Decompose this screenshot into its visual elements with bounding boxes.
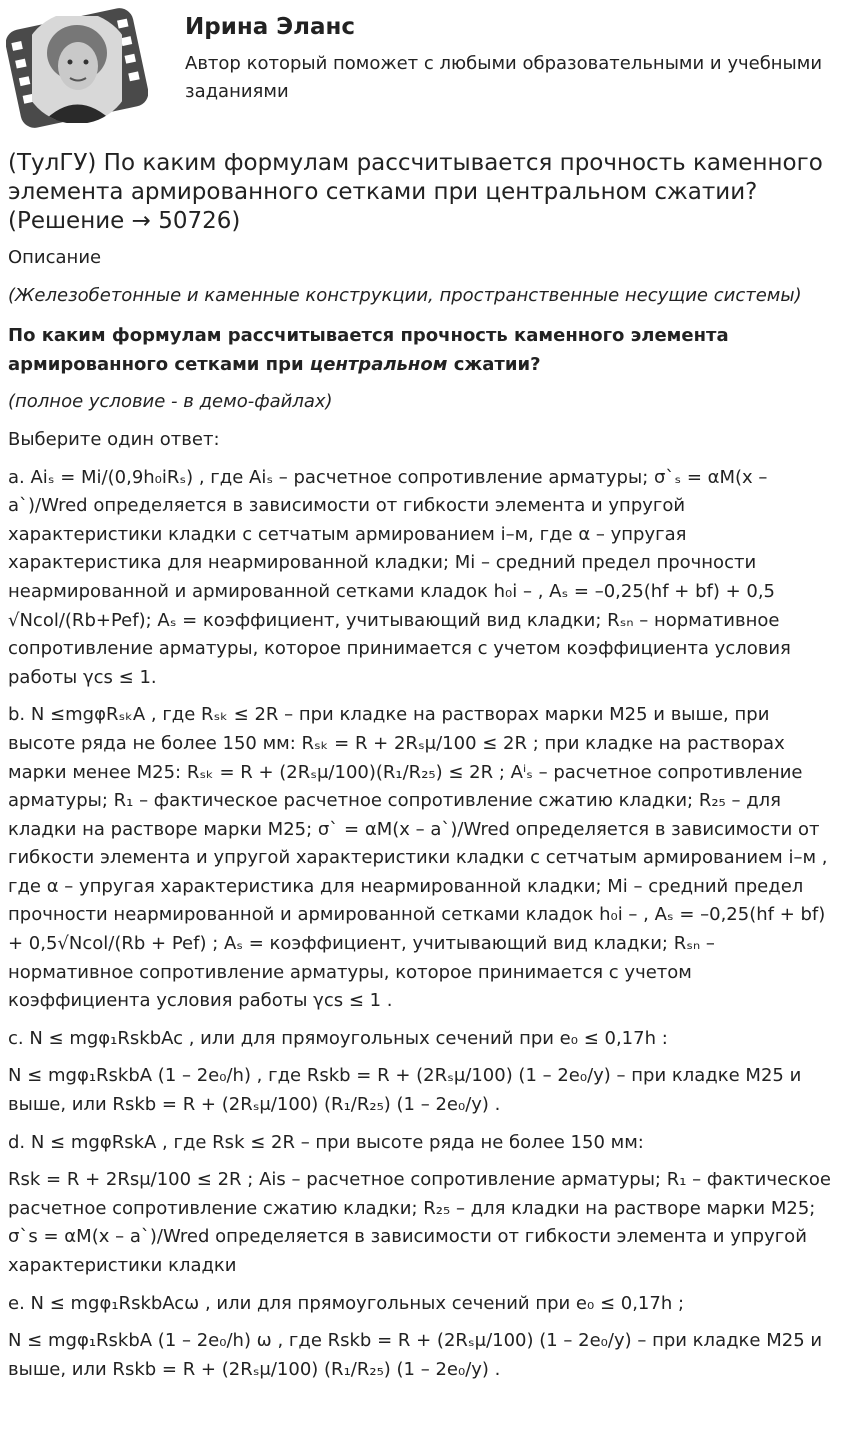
question-part1: По каким формулам рассчитывается прочность каменного элемента армированного сетками при (8, 325, 729, 375)
answer-d-line1[interactable]: d. N ≤ mgφRskA , где Rsk ≤ 2R – при высоте ряда не более 150 мм: (8, 1131, 644, 1153)
answer-c-line2: N ≤ mgφ₁RskbA (1 – 2e₀/h) , где Rskb = R + (2Rₛμ/100) (1 – 2e₀/y) – при кладке М25 и выше, или Rskb = R + (2Rₛμ/100) (R₁/R₂₅) (1 – 2e₀/y) . (8, 1065, 802, 1116)
demo-note: (полное условие - в демо-файлах) (8, 391, 333, 413)
author-avatar (6, 8, 148, 128)
author-description: Автор который поможет с любыми образовательными и учебными заданиями (185, 53, 823, 102)
answer-e-line1[interactable]: e. N ≤ mgφ₁RskbAcω , или для прямоугольных сечений при e₀ ≤ 0,17h ; (8, 1292, 685, 1314)
answer-d-line2: Rsk = R + 2Rsμ/100 ≤ 2R ; Ais – расчетное сопротивление арматуры; R₁ – фактическое расчетное сопротивление сжатию кладки; R₂₅ – для кладки на растворе марки М25; σ`s = αM(x – a`)/Wred определяется в зависимости от гибкости элемента и упругой характеристики кладки (8, 1169, 831, 1276)
description-label: Описание (8, 247, 102, 268)
question-part2: сжатии? (447, 353, 541, 375)
answer-e-line2: N ≤ mgφ₁RskbA (1 – 2e₀/h) ω , где Rskb = R + (2Rₛμ/100) (1 – 2e₀/y) – при кладке М25 и выше, или Rskb = R + (2Rₛμ/100) (R₁/R₂₅) (1 – 2e₀/y) . (8, 1330, 823, 1380)
answer-c-line1[interactable]: c. N ≤ mgφ₁RskbAc , или для прямоугольных сечений при e₀ ≤ 0,17h : (8, 1027, 668, 1049)
page-title: (ТулГУ) По каким формулам рассчитывается прочность каменного элемента армированного сетками при центральном сжатии? (Решение → 50726) (8, 150, 823, 234)
author-name: Ирина Эланс (185, 14, 356, 40)
question-text (8, 322, 840, 379)
choose-prompt: Выберите один ответ: (8, 428, 220, 450)
author-header (0, 0, 847, 140)
content-body (8, 244, 840, 1393)
answer-a[interactable]: a. Aiₛ = Mi/(0,9h₀iRₛ) , где Aiₛ – расчетное сопротивление арматуры; σ`ₛ = αM(x – a`)/Wred определяется в зависимости от гибкости элемента и упругой характеристики кладки с сетчатым армированием i–м, где α – упругая характеристика для неармированной кладки; Mi – средний предел прочности неармированной и армированной сетками кладок h₀i – , Aₛ = –0,25(hf + bf) + 0,5 √Ncol/(Rb+Pef); Aₛ = коэффициент, учитывающий вид кладки; Rₛₙ – нормативное сопротивление арматуры, которое принимается с учетом коэффициента условия работы γcs ≤ 1. (8, 466, 791, 688)
answer-b[interactable]: b. N ≤mgφRₛₖA , где Rₛₖ ≤ 2R – при кладке на растворах марки М25 и выше, при высоте ряда не более 150 мм: Rₛₖ = R + 2Rₛμ/100 ≤ 2R ; при кладке на растворах марки менее М25: Rₛₖ = R + (2Rₛμ/100)(R₁/R₂₅) ≤ 2R ; Aⁱₛ – расчетное сопротивление арматуры; R₁ – фактическое расчетное сопротивление сжатию кладки; R₂₅ – для кладки на растворе марки М25; σ` = αM(x – a`)/Wred определяется в зависимости от гибкости элемента и упругой характеристики кладки с сетчатым армированием i–м , где α – упругая характеристика для неармированной кладки; Mi – средний предел прочности неармированной и армированной сетками кладок h₀i – , Aₛ = –0,25(hf + bf) + 0,5√Ncol/(Rb + Pef) ; Aₛ = коэффициент, учитывающий вид кладки; Rₛₙ – нормативное сопротивление арматуры, которое принимается с учетом коэффициента условия работы γcs ≤ 1 . (8, 704, 828, 1012)
question-emphasis: центральном (309, 353, 448, 375)
subject-text: (Железобетонные и каменные конструкции, пространственные несущие системы) (8, 284, 802, 306)
